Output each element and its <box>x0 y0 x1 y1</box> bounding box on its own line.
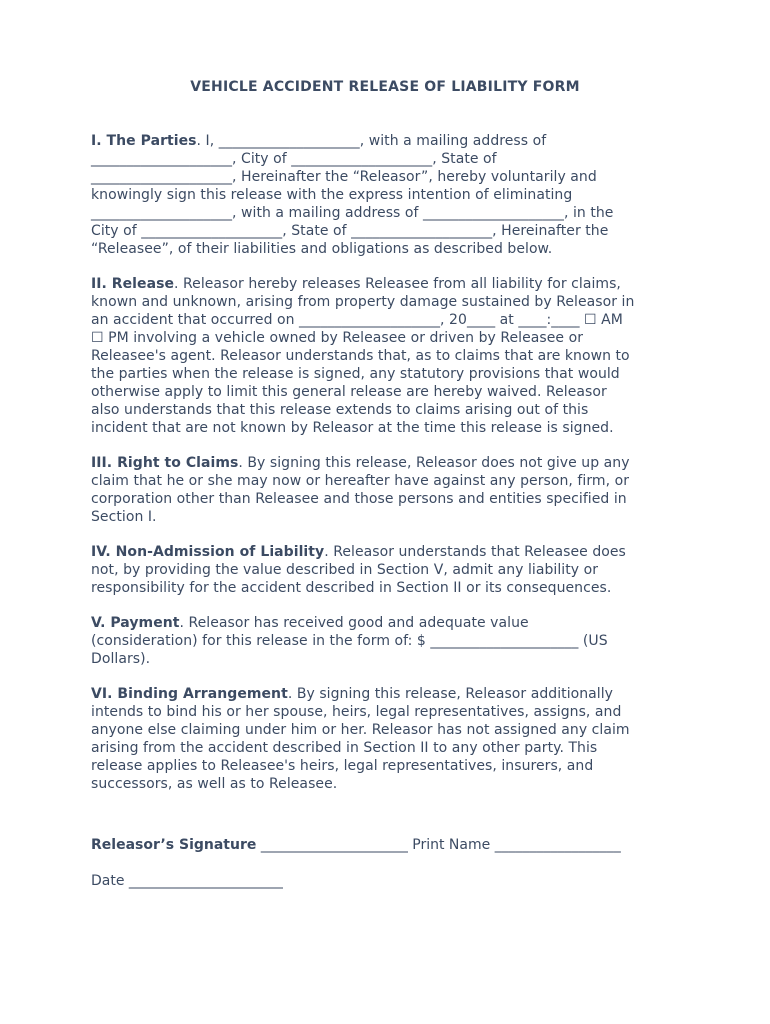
section-line: ____________________, with a mailing address of ____________________, in the <box>91 205 614 221</box>
section-line: (consideration) for this release in the form of: $ _____________________ (US <box>91 633 608 649</box>
signature-line: _____________________ <box>256 837 413 853</box>
section-line: an accident that occurred on ____________________, 20____ at ____:____ ☐ AM <box>91 312 623 328</box>
section-line: otherwise apply to limit this general release are hereby waived. Releasor <box>91 384 607 400</box>
section-line: IV. Non-Admission of Liability. Releasor understands that Releasee does <box>91 544 626 560</box>
section-line: ____________________, City of ____________________, State of <box>91 151 497 167</box>
section-line: VI. Binding Arrangement. By signing this release, Releasor additionally <box>91 686 614 702</box>
document-title: VEHICLE ACCIDENT RELEASE OF LIABILITY FORM <box>190 79 580 95</box>
date-row: Date ______________________ <box>91 873 283 889</box>
section-line: Dollars). <box>91 651 151 667</box>
section-line: release applies to Releasee's heirs, legal representatives, insurers, and <box>91 758 594 774</box>
section-line: ☐ PM involving a vehicle owned by Releasee or driven by Releasee or <box>91 330 584 346</box>
section-right-to-claims <box>91 454 691 526</box>
section-line: V. Payment. Releasor has received good and adequate value <box>91 615 529 631</box>
section-heading: VI. Binding Arrangement <box>91 686 288 702</box>
section-heading: III. Right to Claims <box>91 455 239 471</box>
section-line: corporation other than Releasee and those persons and entities specified in <box>91 491 627 507</box>
section-line: incident that are not known by Releasor at the time this release is signed. <box>91 420 614 436</box>
section-heading: II. Release <box>91 276 175 292</box>
section-line: anyone else claiming under him or her. Releasor has not assigned any claim <box>91 722 630 738</box>
section-line: Releasee's agent. Releasor understands that, as to claims that are known to <box>91 348 630 364</box>
section-line: knowingly sign this release with the express intention of eliminating <box>91 187 573 203</box>
section-heading: I. The Parties <box>91 133 197 149</box>
section-line: the parties when the release is signed, any statutory provisions that would <box>91 366 620 382</box>
section-line: claim that he or she may now or hereafter have against any person, firm, or <box>91 473 629 489</box>
section-binding-arrangement <box>91 685 691 793</box>
section-line: II. Release. Releasor hereby releases Releasee from all liability for claims, <box>91 276 621 292</box>
signature-row <box>91 837 621 853</box>
section-parties <box>91 132 691 258</box>
section-line: I. The Parties. I, ____________________, with a mailing address of <box>91 133 547 149</box>
section-line: “Releasee”, of their liabilities and obligations as described below. <box>91 241 553 257</box>
print-name-field: Print Name __________________ <box>412 837 621 853</box>
section-line: arising from the accident described in Section II to any other party. This <box>91 740 598 756</box>
section-line: III. Right to Claims. By signing this release, Releasor does not give up any <box>91 455 630 471</box>
document-body <box>91 132 691 810</box>
section-heading: IV. Non-Admission of Liability <box>91 544 325 560</box>
section-heading: V. Payment <box>91 615 180 631</box>
section-line: intends to bind his or her spouse, heirs, legal representatives, assigns, and <box>91 704 622 720</box>
section-release <box>91 275 691 437</box>
section-line: ____________________, Hereinafter the “Releasor”, hereby voluntarily and <box>91 169 597 185</box>
section-line: known and unknown, arising from property damage sustained by Releasor in <box>91 294 635 310</box>
section-non-admission <box>91 543 691 597</box>
section-payment <box>91 614 691 668</box>
section-line: not, by providing the value described in Section V, admit any liability or <box>91 562 599 578</box>
section-line: responsibility for the accident described in Section II or its consequences. <box>91 580 612 596</box>
section-line: Section I. <box>91 509 157 525</box>
signature-label: Releasor’s Signature <box>91 837 257 853</box>
section-line: successors, as well as to Releasee. <box>91 776 338 792</box>
section-line: City of ____________________, State of ____________________, Hereinafter the <box>91 223 609 239</box>
section-line: also understands that this release extends to claims arising out of this <box>91 402 589 418</box>
